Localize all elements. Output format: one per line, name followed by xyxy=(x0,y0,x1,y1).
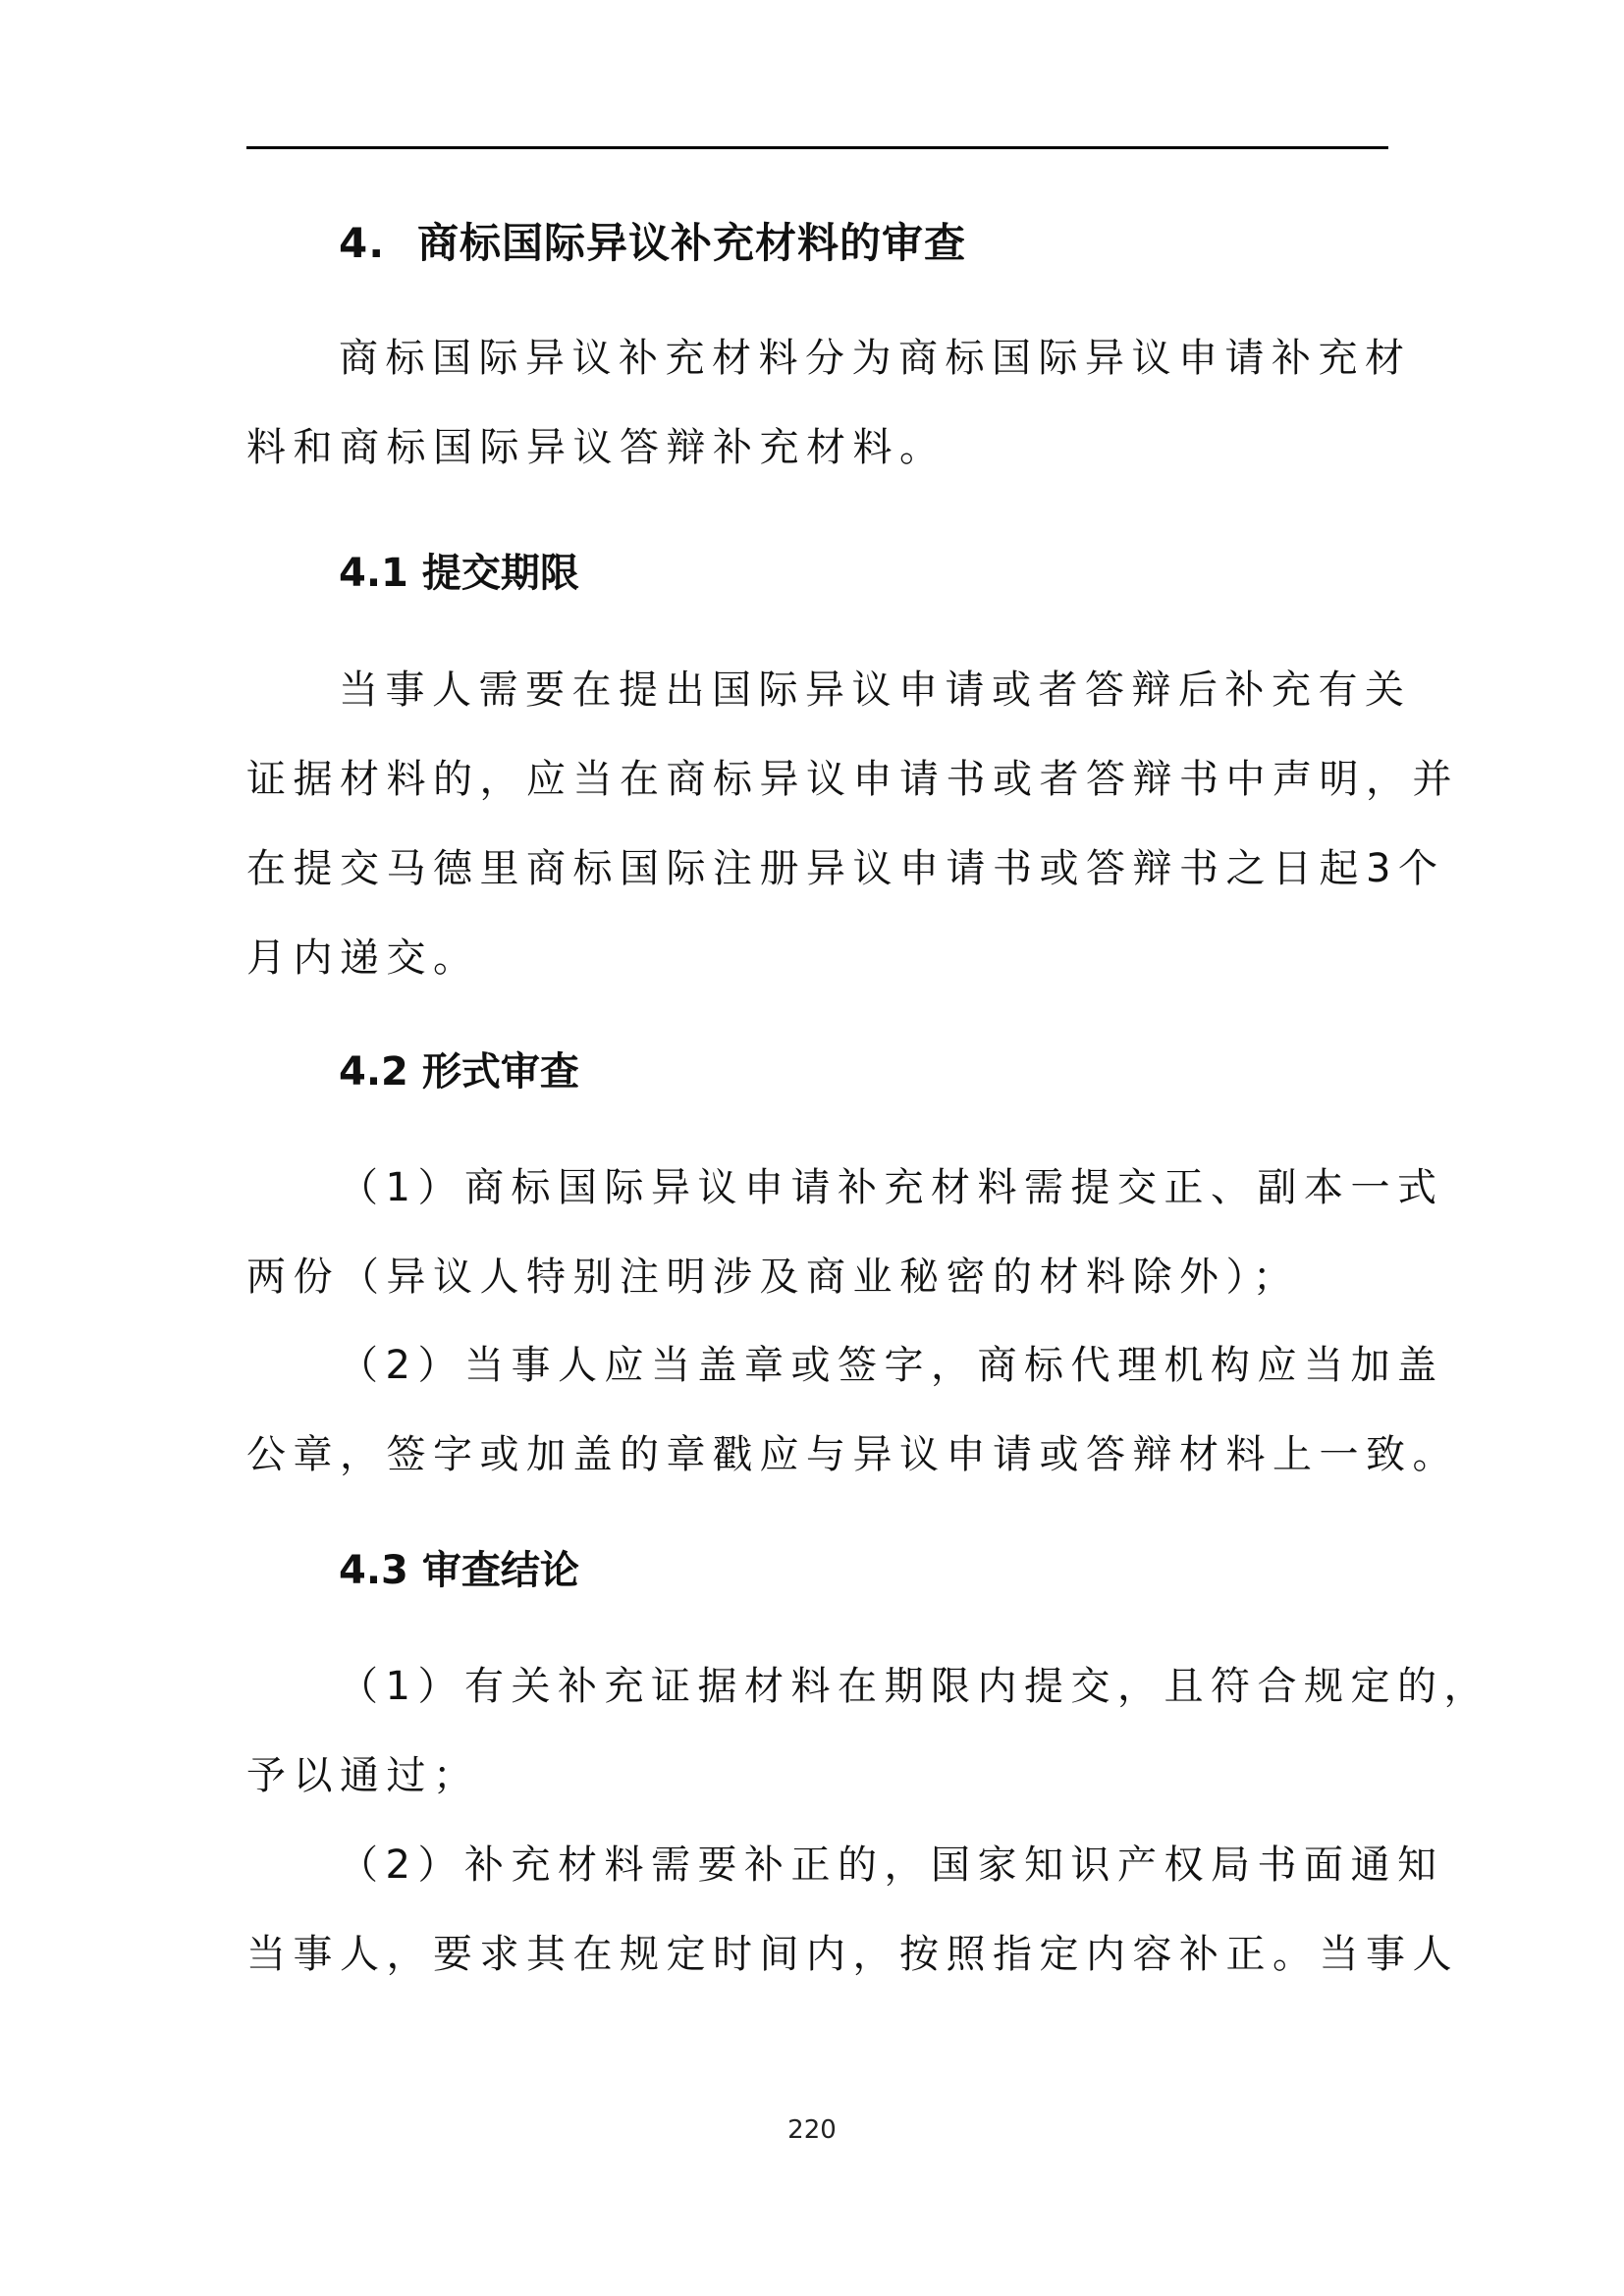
paragraph-line: 两份（异议人特别注明涉及商业秘密的材料除外）； xyxy=(246,1255,1300,1300)
paragraph-line: 料和商标国际异议答辩补充材料。 xyxy=(246,425,947,470)
section-heading xyxy=(339,211,966,270)
paragraph-line: 商标国际异议补充材料分为商标国际异议申请补充材 xyxy=(339,336,1412,381)
subsection-number: 4.3 xyxy=(339,1548,408,1593)
conclusion-item-2 xyxy=(246,1821,1459,2000)
page-number: 220 xyxy=(787,2115,837,2145)
subsection-number: 4.2 xyxy=(339,1049,408,1095)
header-rule xyxy=(246,146,1388,149)
conclusion-item-1 xyxy=(246,1642,1490,1821)
paragraph-line: 予以通过； xyxy=(246,1753,480,1798)
subsection-heading-4-1 xyxy=(339,542,579,598)
paragraph-line: （2）当事人应当盖章或签字，商标代理机构应当加盖 xyxy=(339,1343,1444,1388)
subsection-heading-4-2 xyxy=(339,1041,579,1096)
paragraph-line: 月内递交。 xyxy=(246,935,480,981)
subsection-number: 4.1 xyxy=(339,551,408,596)
paragraph-line: （1）有关补充证据材料在期限内提交，且符合规定的， xyxy=(339,1664,1490,1709)
subsection-heading-4-3 xyxy=(339,1539,579,1595)
subsection-title: 提交期限 xyxy=(421,551,579,596)
paragraph-line: 当事人需要在提出国际异议申请或者答辩后补充有关 xyxy=(339,667,1412,713)
paragraph-line: （2）补充材料需要补正的，国家知识产权局书面通知 xyxy=(339,1842,1444,1888)
paragraph-line: 当事人，要求其在规定时间内，按照指定内容补正。当事人 xyxy=(246,1932,1459,1977)
deadline-paragraph xyxy=(246,646,1459,1003)
paragraph-line: 公章，签字或加盖的章戳应与异议申请或答辩材料上一致。 xyxy=(246,1432,1459,1477)
section-title: 商标国际异议补充材料的审查 xyxy=(417,219,967,267)
formal-review-item-1 xyxy=(246,1144,1444,1322)
intro-paragraph xyxy=(246,314,1412,493)
paragraph-line: （1）商标国际异议申请补充材料需提交正、副本一式 xyxy=(339,1165,1444,1210)
paragraph-line: 在提交马德里商标国际注册异议申请书或答辩书之日起3个 xyxy=(246,846,1445,891)
subsection-title: 形式审查 xyxy=(421,1049,579,1095)
subsection-title: 审查结论 xyxy=(421,1548,579,1593)
paragraph-line: 证据材料的，应当在商标异议申请书或者答辩书中声明，并 xyxy=(246,757,1459,802)
section-number: 4. xyxy=(339,219,386,267)
formal-review-item-2 xyxy=(246,1321,1459,1500)
